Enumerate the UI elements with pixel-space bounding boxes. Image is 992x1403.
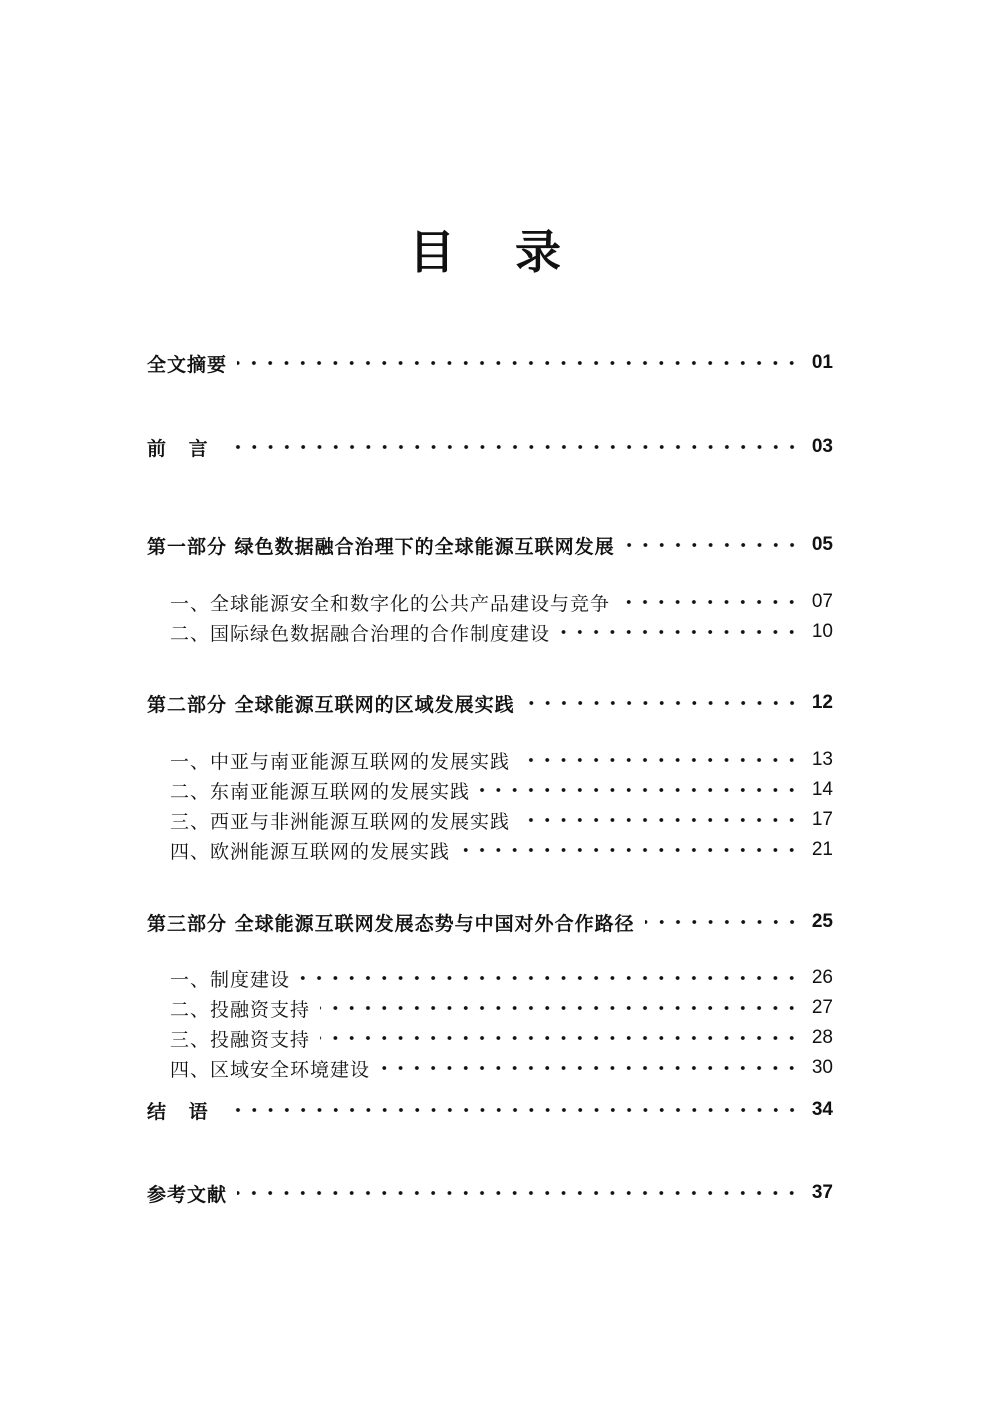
toc-entry-references[interactable] bbox=[147, 1178, 833, 1208]
toc-entry-part-3-section-3[interactable] bbox=[170, 1023, 833, 1053]
dot-leader bbox=[625, 530, 800, 560]
toc-entry-label: 二、国际绿色数据融合治理的合作制度建设 bbox=[170, 622, 551, 645]
dot-leader bbox=[380, 1053, 800, 1083]
toc-entry-label: 全文摘要 bbox=[147, 353, 228, 376]
dot-leader bbox=[480, 775, 800, 805]
toc-entry-page: 01 bbox=[811, 352, 833, 373]
toc-entry-page: 26 bbox=[811, 967, 833, 988]
toc-entry-page: 14 bbox=[811, 779, 833, 800]
dot-leader bbox=[237, 1178, 800, 1208]
toc-entry-page: 21 bbox=[811, 839, 833, 860]
toc-entry-label: 四、区域安全环境建设 bbox=[170, 1058, 371, 1081]
toc-entry-label: 二、东南亚能源互联网的发展实践 bbox=[170, 780, 471, 803]
toc-entry-page: 03 bbox=[811, 436, 833, 457]
toc-entry-page: 07 bbox=[811, 591, 833, 612]
toc-entry-page: 25 bbox=[811, 911, 833, 932]
toc-entry-label: 二、投融资支持 bbox=[170, 998, 311, 1021]
toc-entry-page: 12 bbox=[811, 692, 833, 713]
toc-entry-label: 一、中亚与南亚能源互联网的发展实践 bbox=[170, 750, 511, 773]
dot-leader bbox=[237, 348, 800, 378]
toc-entry-label: 第二部分 全球能源互联网的区域发展实践 bbox=[147, 693, 515, 716]
toc-entry-summary[interactable] bbox=[147, 348, 833, 378]
toc-entry-part-3-section-2[interactable] bbox=[170, 993, 833, 1023]
toc-entry-conclusion[interactable] bbox=[147, 1095, 833, 1125]
toc-entry-part-3[interactable] bbox=[147, 907, 833, 937]
toc-entry-page: 10 bbox=[811, 621, 833, 642]
toc-entry-part-3-section-4[interactable] bbox=[170, 1053, 833, 1083]
toc-entry-page: 34 bbox=[811, 1099, 833, 1120]
toc-entry-preface[interactable] bbox=[147, 432, 833, 462]
toc-entry-page: 28 bbox=[811, 1027, 833, 1048]
dot-leader bbox=[520, 805, 800, 835]
toc-entry-label: 三、投融资支持 bbox=[170, 1028, 311, 1051]
toc-entry-part-2-section-4[interactable] bbox=[170, 835, 833, 865]
dot-leader bbox=[560, 617, 800, 647]
toc-entry-part-2-section-1[interactable] bbox=[170, 745, 833, 775]
dot-leader bbox=[460, 835, 800, 865]
dot-leader bbox=[520, 745, 800, 775]
toc-entry-label: 一、制度建设 bbox=[170, 968, 291, 991]
toc-entry-part-1-section-2[interactable] bbox=[170, 617, 833, 647]
dot-leader bbox=[645, 907, 800, 937]
toc-entry-part-1-section-1[interactable] bbox=[170, 587, 833, 617]
dot-leader bbox=[525, 688, 800, 718]
toc-entry-part-2-section-2[interactable] bbox=[170, 775, 833, 805]
toc-entry-label: 一、全球能源安全和数字化的公共产品建设与竞争 bbox=[170, 592, 611, 615]
toc-entry-label: 前 言 bbox=[147, 437, 216, 460]
dot-leader bbox=[300, 963, 800, 993]
toc-entry-page: 27 bbox=[811, 997, 833, 1018]
dot-leader bbox=[226, 432, 800, 462]
toc-entry-part-3-section-1[interactable] bbox=[170, 963, 833, 993]
dot-leader bbox=[320, 993, 800, 1023]
toc-entry-part-2-section-3[interactable] bbox=[170, 805, 833, 835]
toc-entry-label: 第一部分 绿色数据融合治理下的全球能源互联网发展 bbox=[147, 535, 615, 558]
toc-entry-page: 17 bbox=[811, 809, 833, 830]
toc-entry-label: 三、西亚与非洲能源互联网的发展实践 bbox=[170, 810, 511, 833]
toc-entry-page: 13 bbox=[811, 749, 833, 770]
toc-entry-label: 四、欧洲能源互联网的发展实践 bbox=[170, 840, 451, 863]
toc-entry-part-1[interactable] bbox=[147, 530, 833, 560]
page-title: 目 录 bbox=[408, 225, 583, 279]
toc-entry-part-2[interactable] bbox=[147, 688, 833, 718]
toc-entry-label: 第三部分 全球能源互联网发展态势与中国对外合作路径 bbox=[147, 912, 635, 935]
dot-leader bbox=[620, 587, 800, 617]
toc-entry-label: 结 语 bbox=[147, 1100, 216, 1123]
toc-entry-page: 05 bbox=[811, 534, 833, 555]
toc-entry-page: 30 bbox=[811, 1057, 833, 1078]
dot-leader bbox=[320, 1023, 800, 1053]
toc-entry-page: 37 bbox=[811, 1182, 833, 1203]
toc-entry-label: 参考文献 bbox=[147, 1183, 228, 1206]
dot-leader bbox=[226, 1095, 800, 1125]
